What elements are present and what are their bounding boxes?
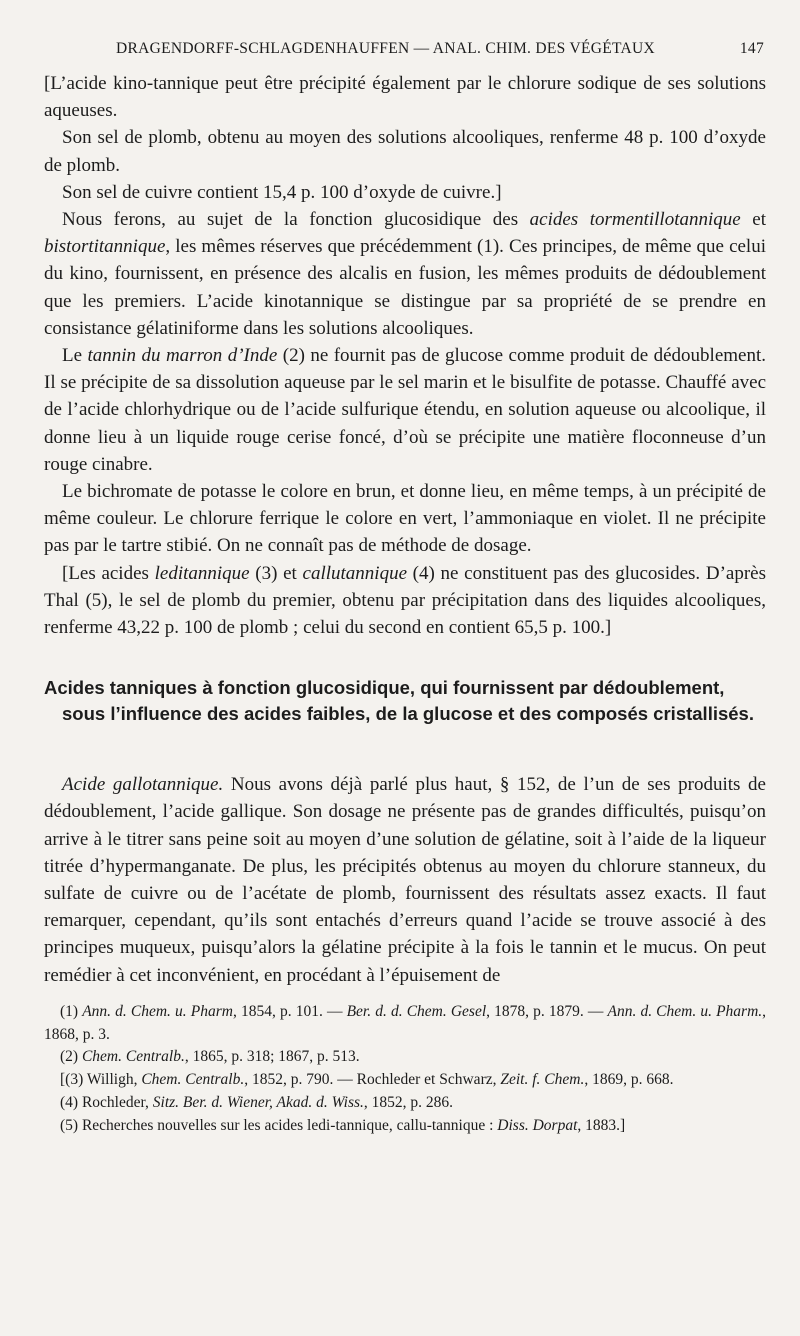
section-heading-line1: Acides tanniques à fonction glucosidique, qui fournissent par dédoublement,	[44, 677, 725, 699]
italic-ref: Ann. d. Chem. u. Pharm	[82, 1002, 233, 1020]
italic-ref: Ber. d. d. Chem. Gesel	[346, 1002, 487, 1020]
paragraph-sel-plomb: Son sel de plomb, obtenu au moyen des solutions alcooliques, renferme 48 p. 100 d’oxyde de plomb.	[44, 127, 766, 176]
italic-term: Acide gallotannique.	[62, 774, 224, 796]
text-span: (3) et	[249, 562, 303, 584]
text-span: [Les acides	[62, 562, 155, 584]
text-span: Le	[62, 345, 88, 367]
text-span: (4) Rochleder,	[60, 1094, 153, 1112]
running-header	[44, 40, 766, 64]
footnote-2	[44, 1046, 766, 1069]
text-span: (2)	[60, 1048, 82, 1066]
italic-term: bistortitannique	[44, 236, 166, 258]
text-span: , 1878, p. 1879. —	[486, 1002, 608, 1020]
footnote-4	[44, 1092, 766, 1115]
running-title: DRAGENDORFF-SCHLAGDENHAUFFEN — ANAL. CHIM. DES VÉGÉTAUX	[116, 40, 655, 57]
italic-ref: Zeit. f. Chem.	[500, 1071, 585, 1089]
text-span: et	[740, 209, 766, 231]
paragraph-kino-chlorure: [L’acide kino-tannique peut être précipité également par le chlorure sodique de ses solutions aqueuses.	[44, 73, 766, 122]
footnote-5	[44, 1115, 766, 1138]
footnote-1	[44, 1001, 766, 1047]
text-span: Nous avons déjà parlé plus haut, § 152, de l’un de ses produits de dédoublement, l’acide gallique. Son dosage ne présente pas de grandes difficultés, puisqu’on arrive à le titrer sans peine soit au moyen d’une solution de gélatine, soit à l’aide de la liqueur titrée d’hypermanganate. De plus, les précipités obtenus au moyen du chlorure stanneux, du sulfate de cuivre ou de l’acétate de plomb, fournissent des résultats assez exacts. Il faut remarquer, cependant, qu’ils sont entachés d’erreurs quand l’acide se trouve associé à des principes muqueux, puisqu’alors la gélatine précipite à la fois le tannin et le mucus. On peut remédier à cet inconvénient, en procédant à l’épuisement de	[44, 774, 766, 986]
text-span: [(3) Willigh,	[60, 1071, 142, 1089]
text-span: , 1883.]	[577, 1116, 626, 1134]
paragraph-acide-gallotannique	[44, 771, 766, 989]
italic-term: leditannique	[154, 562, 250, 584]
text-span: , 1852, p. 790. — Rochleder et Schwarz,	[244, 1071, 501, 1089]
page-number: 147	[739, 40, 764, 57]
text-span: , 1865, p. 318; 1867, p. 513.	[184, 1048, 360, 1066]
body-text	[44, 70, 766, 989]
text-span: (4) ne constituent pas des glucosides. D’après Thal (5), le sel de plomb du premier, obtenu par précipitation dans des liquides alcooliques, renferme 43,22 p. 100 de plomb ; celui du second en contient 65,5 p. 100.]	[44, 562, 766, 639]
text-span: (1)	[60, 1002, 83, 1020]
paragraph-marron-inde	[44, 342, 766, 478]
text-span: , 1852, p. 286.	[363, 1094, 454, 1112]
footnotes	[44, 1001, 766, 1138]
text-span: , 1869, p. 668.	[584, 1071, 674, 1089]
paragraph-leditannique	[44, 560, 766, 642]
paragraph-fonction-glucosidique	[44, 206, 766, 342]
book-page	[44, 40, 766, 1138]
text-span: , 1854, p. 101. —	[233, 1002, 347, 1020]
text-span: (2) ne fournit pas de glucose comme produit de dédoublement. Il se précipite de sa dissolution aqueuse par le sel marin et le bisulfite de potasse. Chauffé avec de l’acide chlorhydrique ou de l’acide sulfurique étendu, en solution aqueuse ou alcoolique, il donne lieu à un liquide rouge cerise foncé, d’où se précipite une matière floconneuse d’un rouge cinabre.	[44, 345, 766, 475]
italic-term: callutannique	[302, 562, 407, 584]
text-span: (5) Recherches nouvelles sur les acides ledi-tannique, callu-tannique :	[60, 1116, 498, 1134]
section-heading	[44, 675, 766, 727]
text-span: , les mêmes réserves que précédemment (1). Ces principes, de même que celui du kino, fournissent, en présence des alcalis en fusion, les mêmes produits de dédoublement que les premiers. L’acide kinotannique se distingue par sa propriété de se prendre en consistance gélatiniforme dans les solutions alcooliques.	[44, 236, 766, 339]
italic-term: tannin du marron d’Inde	[87, 345, 278, 367]
italic-ref: Chem. Centralb.	[81, 1048, 185, 1066]
paragraph-sel-cuivre: Son sel de cuivre contient 15,4 p. 100 d’oxyde de cuivre.]	[62, 181, 502, 203]
text-span: Nous ferons, au sujet de la fonction glucosidique des	[62, 209, 530, 231]
text-span: , 1868, p. 3.	[44, 1002, 767, 1043]
footnote-3	[44, 1069, 766, 1092]
italic-ref: Ann. d. Chem. u. Pharm.	[607, 1002, 763, 1020]
italic-ref: Chem. Centralb.	[141, 1071, 245, 1089]
section-heading-line2: sous l’influence des acides faibles, de la glucose et des composés cristallisés.	[62, 703, 754, 725]
italic-term: acides tormentillotannique	[529, 209, 741, 231]
italic-ref: Sitz. Ber. d. Wiener, Akad. d. Wiss.	[152, 1094, 364, 1112]
italic-ref: Diss. Dorpat	[497, 1116, 578, 1134]
paragraph-bichromate: Le bichromate de potasse le colore en brun, et donne lieu, en même temps, à un précipité de même couleur. Le chlorure ferrique le colore en vert, l’ammoniaque en violet. Il ne précipite pas par le tartre stibié. On ne connaît pas de méthode de dosage.	[44, 481, 766, 557]
